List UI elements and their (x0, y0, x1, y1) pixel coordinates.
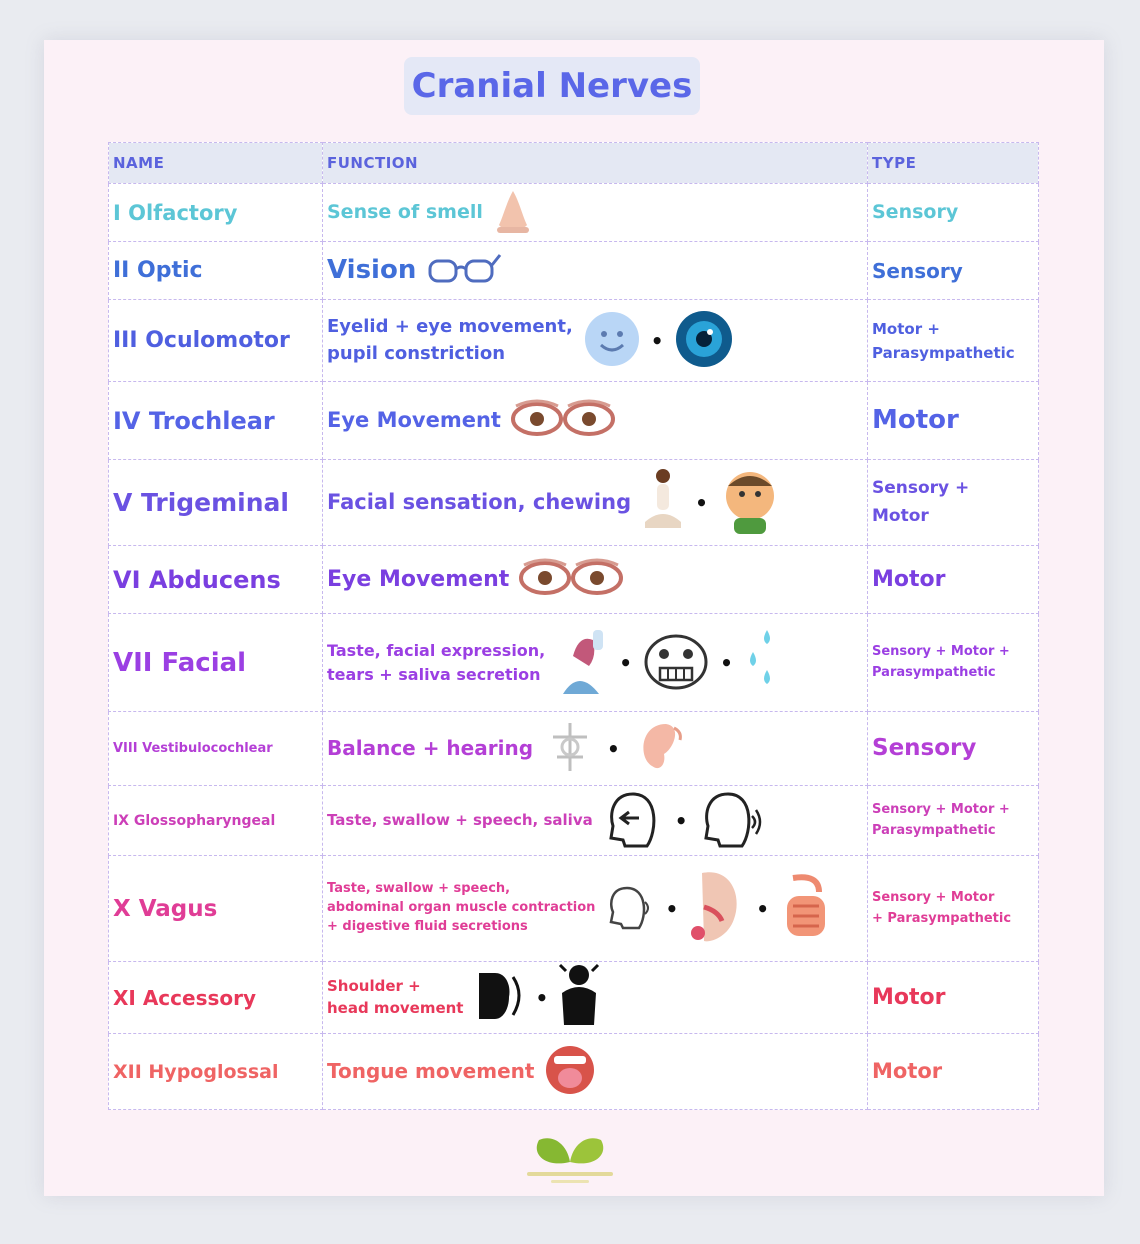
function-icons (519, 553, 623, 607)
balance-organ-icon (543, 717, 597, 781)
nose-icon (493, 185, 533, 241)
separator-dot: • (756, 896, 770, 921)
tongue-out-icon (544, 1044, 596, 1100)
page-title: Cranial Nerves (411, 66, 693, 106)
table-row (109, 1034, 1039, 1110)
nerve-function-cell (323, 962, 868, 1034)
nerve-name: III Oculomotor (109, 300, 323, 382)
nerve-name: X Vagus (109, 856, 323, 962)
nerve-function-cell (323, 300, 868, 382)
header-type: TYPE (868, 143, 1039, 184)
nerve-function-cell (323, 712, 868, 786)
function-content (327, 717, 863, 781)
table-row (109, 460, 1039, 546)
eye-iris-icon (674, 309, 734, 373)
nerve-function: Tongue movement (327, 1059, 535, 1083)
function-icons (583, 309, 734, 373)
function-content (327, 185, 863, 241)
nerve-name: XI Accessory (109, 962, 323, 1034)
function-icons (511, 394, 615, 448)
function-icons (543, 717, 686, 781)
nerve-function: Eye Movement (327, 566, 510, 592)
function-content (327, 309, 863, 373)
nerve-function-cell (323, 546, 868, 614)
function-icons (426, 249, 502, 293)
nerve-function-cell (323, 242, 868, 300)
nerve-function-cell (323, 786, 868, 856)
function-content (327, 553, 863, 607)
separator-dot: • (695, 490, 708, 515)
table-body (109, 184, 1039, 1110)
table-row (109, 242, 1039, 300)
nerve-type: Sensory + Motor (868, 460, 1039, 546)
speaking-head-icon (605, 882, 655, 936)
header-function: FUNCTION (323, 143, 868, 184)
table-row (109, 184, 1039, 242)
function-icons (493, 185, 533, 241)
nerve-function-cell (323, 382, 868, 460)
nerve-function: Facial sensation, chewing (327, 490, 632, 515)
nerve-type: Sensory (868, 712, 1039, 786)
nerve-name: IX Glossopharyngeal (109, 786, 323, 856)
nerve-function: Taste, facial expression, tears + saliva secretion (327, 641, 546, 684)
nerve-function-cell (323, 184, 868, 242)
function-icons (544, 1044, 596, 1100)
function-content (327, 394, 863, 448)
function-icons (605, 867, 831, 951)
function-icons (555, 626, 777, 700)
nerve-name: I Olfactory (109, 184, 323, 242)
head-swallow-icon (603, 788, 665, 854)
function-icons (641, 466, 782, 540)
eyes-icon (511, 394, 615, 448)
nerve-function: Eyelid + eye movement, pupil constriction (327, 316, 573, 364)
nerve-type: Sensory (868, 242, 1039, 300)
head-speech-icon (698, 788, 764, 854)
nerve-function: Shoulder + head movement (327, 976, 464, 1017)
logo-icon (515, 1128, 625, 1188)
mouth-profile-icon (688, 867, 746, 951)
nerve-name: II Optic (109, 242, 323, 300)
separator-dot: • (674, 808, 688, 833)
table-row (109, 546, 1039, 614)
teardrops-icon (743, 626, 777, 700)
nerve-type: Sensory + Motor + Parasympathetic (868, 786, 1039, 856)
nerve-type: Motor (868, 962, 1039, 1034)
function-icons (603, 788, 764, 854)
table-row (109, 962, 1039, 1034)
nerve-type: Sensory + Motor + Parasympathetic (868, 856, 1039, 962)
nerve-type: Motor (868, 382, 1039, 460)
nerve-name: IV Trochlear (109, 382, 323, 460)
nerve-name: VIII Vestibulocochlear (109, 712, 323, 786)
cranial-nerves-table (108, 142, 1039, 1110)
nerve-function-cell (323, 614, 868, 712)
head-turn-figure-icon (558, 963, 600, 1033)
function-content (327, 867, 863, 951)
ear-icon (630, 718, 686, 780)
table-header-row (109, 143, 1039, 184)
eyes-icon (519, 553, 623, 607)
nerve-name: XII Hypoglossal (109, 1034, 323, 1110)
smiley-face-icon (583, 310, 641, 372)
title-box (404, 57, 700, 115)
table-row (109, 786, 1039, 856)
function-content (327, 788, 863, 854)
nerve-name: VII Facial (109, 614, 323, 712)
function-icons (473, 963, 600, 1033)
separator-dot: • (535, 985, 549, 1010)
table-row (109, 300, 1039, 382)
nerve-type: Sensory (868, 184, 1039, 242)
separator-dot: • (650, 328, 664, 353)
nerve-type: Sensory + Motor + Parasympathetic (868, 614, 1039, 712)
nerve-function: Taste, swallow + speech, saliva (327, 810, 593, 829)
separator-dot: • (607, 736, 620, 761)
header-name: NAME (109, 143, 323, 184)
separator-dot: • (619, 650, 633, 675)
glasses-icon (426, 249, 502, 293)
nerve-type: Motor (868, 546, 1039, 614)
table-row (109, 856, 1039, 962)
nerve-function: Eye Movement (327, 408, 501, 433)
chewing-face-icon (718, 466, 782, 540)
function-content (327, 626, 863, 700)
nerve-function: Taste, swallow + speech, abdominal organ muscle contraction + digestive fluid secretions (327, 881, 596, 934)
nerve-name: VI Abducens (109, 546, 323, 614)
nerve-function: Balance + hearing (327, 736, 534, 760)
nerve-function: Vision (327, 254, 417, 285)
table-row (109, 614, 1039, 712)
nerve-function-cell (323, 1034, 868, 1110)
intestines-icon (779, 872, 831, 946)
nerve-type: Motor + Parasympathetic (868, 300, 1039, 382)
nerve-name: V Trigeminal (109, 460, 323, 546)
meditation-figure-icon (641, 466, 685, 540)
separator-dot: • (665, 896, 679, 921)
grimace-face-icon (642, 630, 710, 696)
shoulder-icon (473, 967, 525, 1029)
nerve-type: Motor (868, 1034, 1039, 1110)
table-row (109, 382, 1039, 460)
tasting-person-icon (555, 626, 609, 700)
nerve-function-cell (323, 856, 868, 962)
nerve-function-cell (323, 460, 868, 546)
function-content (327, 249, 863, 293)
separator-dot: • (720, 650, 733, 675)
function-content (327, 963, 863, 1033)
function-content (327, 1044, 863, 1100)
table-row (109, 712, 1039, 786)
nerve-function: Sense of smell (327, 200, 483, 223)
function-content (327, 466, 863, 540)
